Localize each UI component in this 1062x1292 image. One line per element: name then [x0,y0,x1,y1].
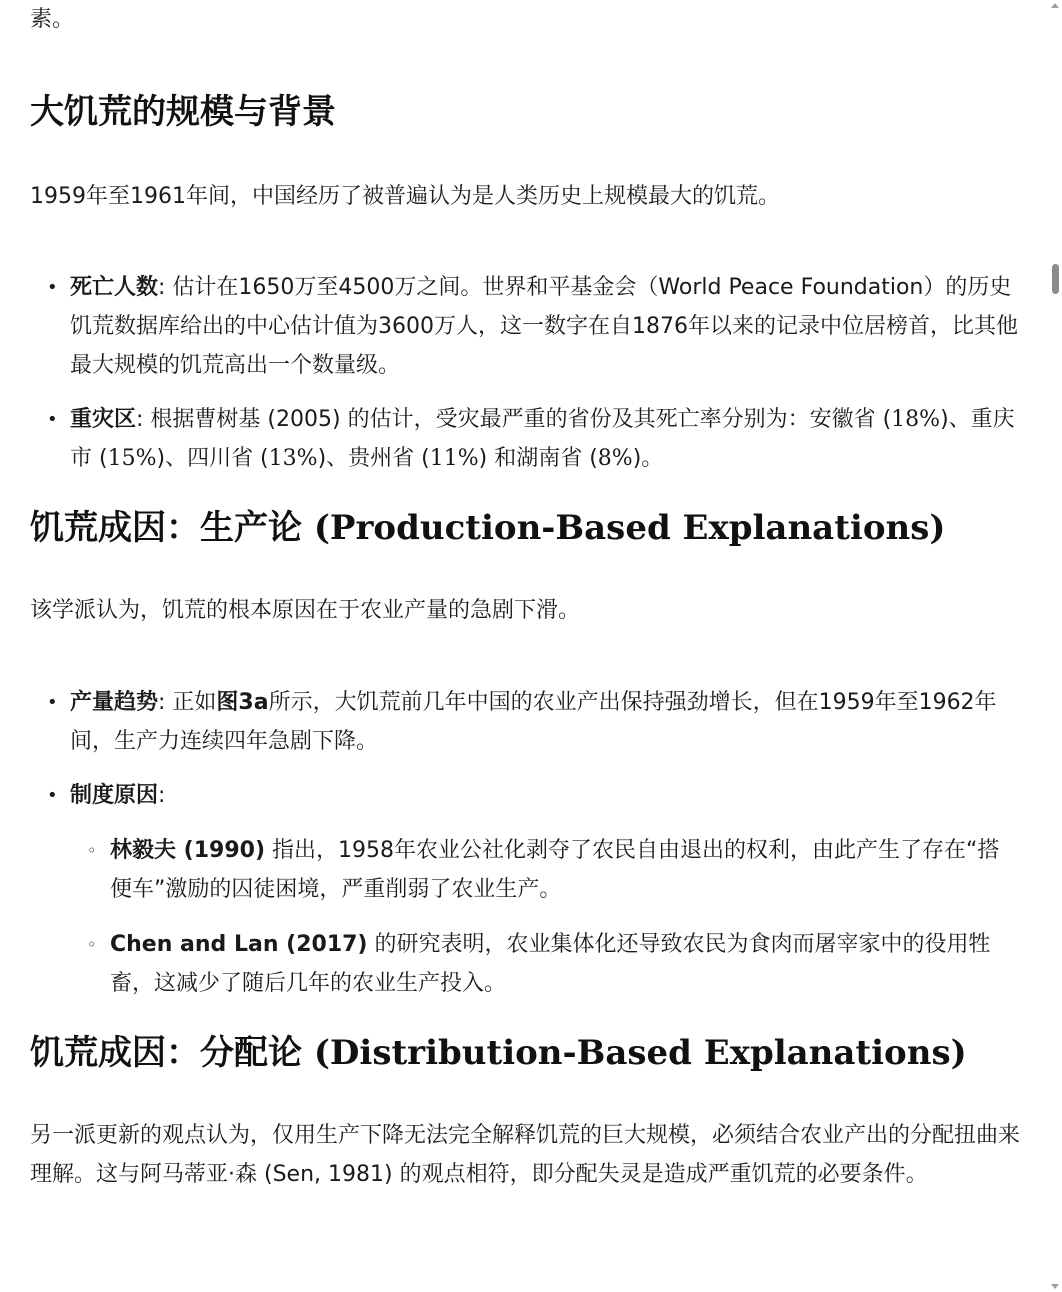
section-intro-scale: 1959年至1961年间，中国经历了被普遍认为是人类历史上规模最大的饥荒。 [30,184,780,209]
sub-bullet-icon: ◦ [87,935,97,954]
math-value: 15% [107,446,157,471]
bullet-icon: • [47,277,58,298]
math-value: 13% [268,446,318,471]
list-item-label: 重灾区 [70,407,137,432]
list-item-label: 制度原因 [70,783,159,808]
sub-list-item-lin [87,831,1020,909]
citation-label: Chen and Lan (2017) [110,932,368,957]
list-item-institutional: • 制度原因: [70,776,1020,815]
list-item-deaths: • 死亡人数: 估计在1650万至4500万之间。世界和平基金会（World Peace Foundation）的历史饥荒数据库给出的中心估计值为3600万人，这一数字在自1876年以来的记录中位居榜首，比其他最大规模的饥荒高出一个数量级。 [70,268,1020,385]
sub-list-item-text: 指出，1958年农业公社化剥夺了农民自由退出的权利，由此产生了存在“搭便车”激励的囚徒困境，严重削弱了农业生产。 [110,838,1000,902]
math-value: 18% [891,407,941,432]
bullet-icon: • [47,692,58,713]
bullet-icon: • [47,409,58,430]
list-production [30,683,1020,1003]
scroll-up-arrow-icon[interactable] [1051,3,1059,8]
sub-bullet-icon: ◦ [87,841,97,860]
sub-list-item-text: 的研究表明，农业集体化还导致农民为食肉而屠宰家中的役用牲畜，这减少了随后几年的农业生产投入。 [110,932,991,996]
list-item-text: 估计在1650万至4500万之间。世界和平基金会（World Peace Foundation）的历史饥荒数据库给出的中心估计值为3600万人，这一数字在自1876年以来的记录中位居榜首，比其他最大规模的饥荒高出一个数量级。 [70,275,1018,378]
list-item-label: 产量趋势 [70,690,159,715]
section-heading-distribution: 饥荒成因：分配论 (Distribution-Based Explanations) [30,1033,967,1073]
paragraph-fragment: 素。 [30,7,75,32]
figure-reference: 图3a [216,690,269,715]
math-value: 11% [429,446,479,471]
citation-label: 林毅夫 (1990) [110,838,265,863]
math-value: 8% [597,446,633,471]
section-heading-production: 饥荒成因：生产论 (Production-Based Explanations) [30,508,946,548]
list-item-output-trend: • 产量趋势: 正如图3a所示，大饥荒前几年中国的农业产出保持强劲增长，但在1959年至1962年间，生产力连续四年急剧下降。 [70,683,1020,761]
list-item-text: 所示，大饥荒前几年中国的农业产出保持强劲增长，但在1959年至1962年间，生产力连续四年急剧下降。 [70,690,997,754]
sub-list-item-chen-lan [87,925,1020,1003]
vertical-scrollbar[interactable] [1048,0,1062,1292]
bullet-icon: • [47,785,58,806]
list-scale [30,268,1020,478]
section-intro-production: 该学派认为，饥荒的根本原因在于农业产量的急剧下滑。 [30,598,581,623]
list-item-worst-areas: • 重灾区: 根据曹树基 (2005) 的估计，受灾最严重的省份及其死亡率分别为：安徽省 (18%)、重庆市 (15%)、四川省 (13%)、贵州省 (11%) 和湖南省 (8%)。 [70,400,1020,478]
list-item-label: 死亡人数 [70,275,159,300]
scrollbar-thumb[interactable] [1052,264,1059,294]
scroll-down-arrow-icon[interactable] [1051,1284,1059,1289]
section-intro-distribution: 另一派更新的观点认为，仅用生产下降无法完全解释饥荒的巨大规模，必须结合农业产出的分配扭曲来理解。这与阿马蒂亚·森 (Sen, 1981) 的观点相符，即分配失灵是造成严重饥荒的必要条件。 [30,1123,1021,1187]
section-heading-scale: 大饥荒的规模与背景 [30,92,336,132]
